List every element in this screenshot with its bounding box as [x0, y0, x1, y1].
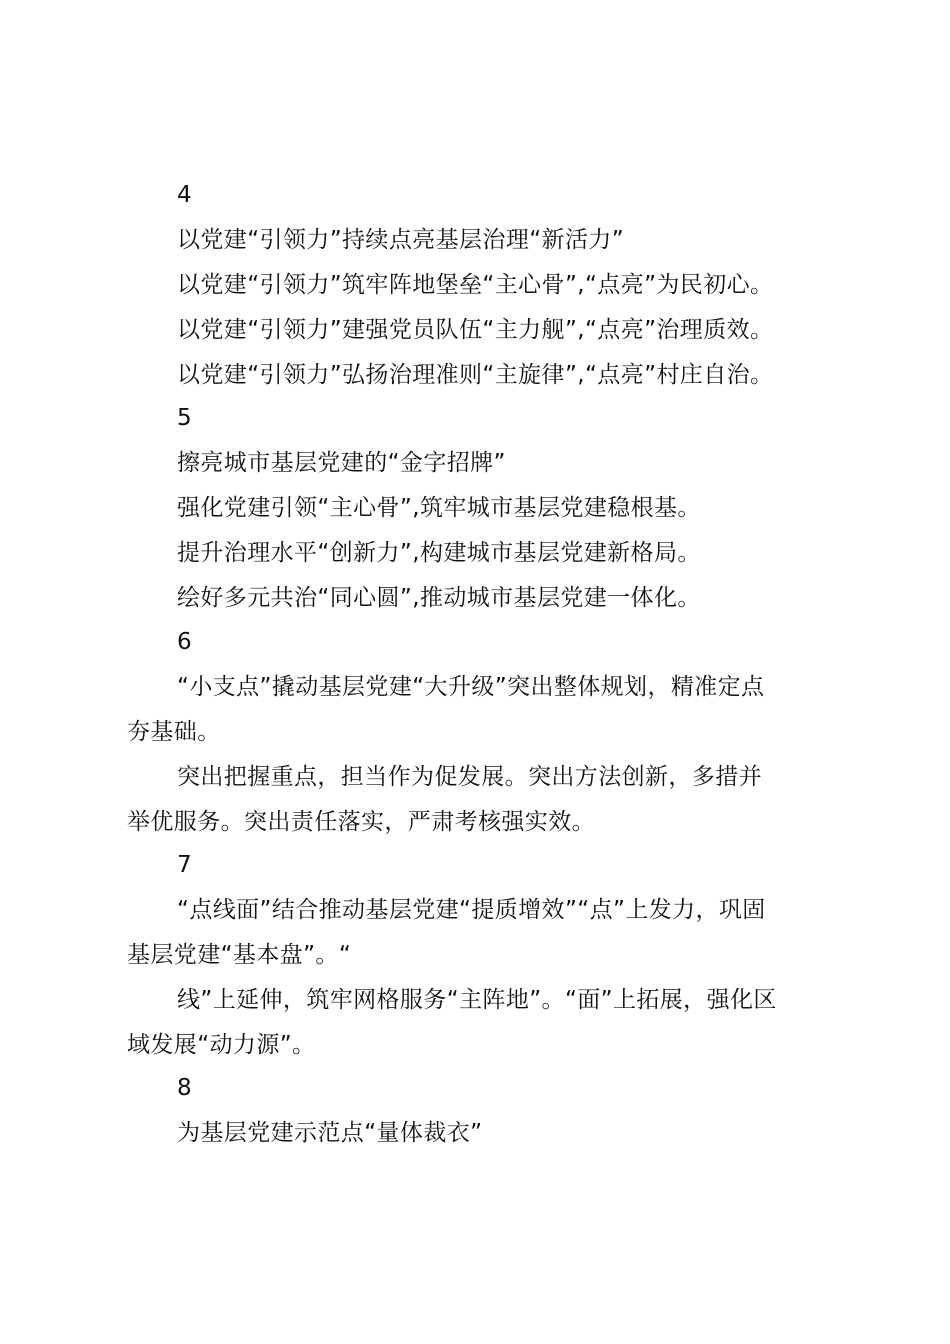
section-number: 8 [177, 1075, 193, 1101]
body-line: 以党建“引领力”建强党员队伍“主力舰”,“点亮”治理质效。 [177, 317, 774, 343]
section-number: 4 [177, 182, 193, 208]
section-title: 擦亮城市基层党建的“金字招牌” [177, 450, 506, 476]
section-number: 6 [177, 629, 193, 655]
body-line: “小支点”撬动基层党建“大升级”突出整体规划，精准定点 [177, 674, 765, 700]
body-line: “点线面”结合推动基层党建“提质增效”“点”上发力，巩固 [177, 897, 766, 923]
body-line: 夯基础。 [127, 719, 221, 745]
body-line: 绘好多元共治“同心圆”,推动城市基层党建一体化。 [177, 585, 701, 611]
body-line: 举优服务。突出责任落实，严肃考核强实效。 [127, 809, 595, 835]
section-number: 7 [177, 852, 193, 878]
body-line: 提升治理水平“创新力”,构建城市基层党建新格局。 [177, 540, 701, 566]
body-line: 以党建“引领力”筑牢阵地堡垒“主心骨”,“点亮”为民初心。 [177, 272, 774, 298]
section-title: 以党建“引领力”持续点亮基层治理“新活力” [177, 227, 625, 253]
body-line: 以党建“引领力”弘扬治理准则“主旋律”,“点亮”村庄自治。 [177, 362, 774, 388]
body-line: 强化党建引领“主心骨”,筑牢城市基层党建稳根基。 [177, 495, 701, 521]
body-line: 突出把握重点，担当作为促发展。突出方法创新，多措并 [177, 764, 762, 790]
section-number: 5 [177, 405, 193, 431]
body-line: 域发展“动力源”。 [127, 1032, 316, 1058]
section-title: 为基层党建示范点“量体裁衣” [177, 1120, 483, 1146]
body-line: 基层党建“基本盘”。“ [127, 942, 352, 968]
body-line: 线”上延伸，筑牢网格服务“主阵地”。“面”上拓展，强化区 [177, 987, 777, 1013]
